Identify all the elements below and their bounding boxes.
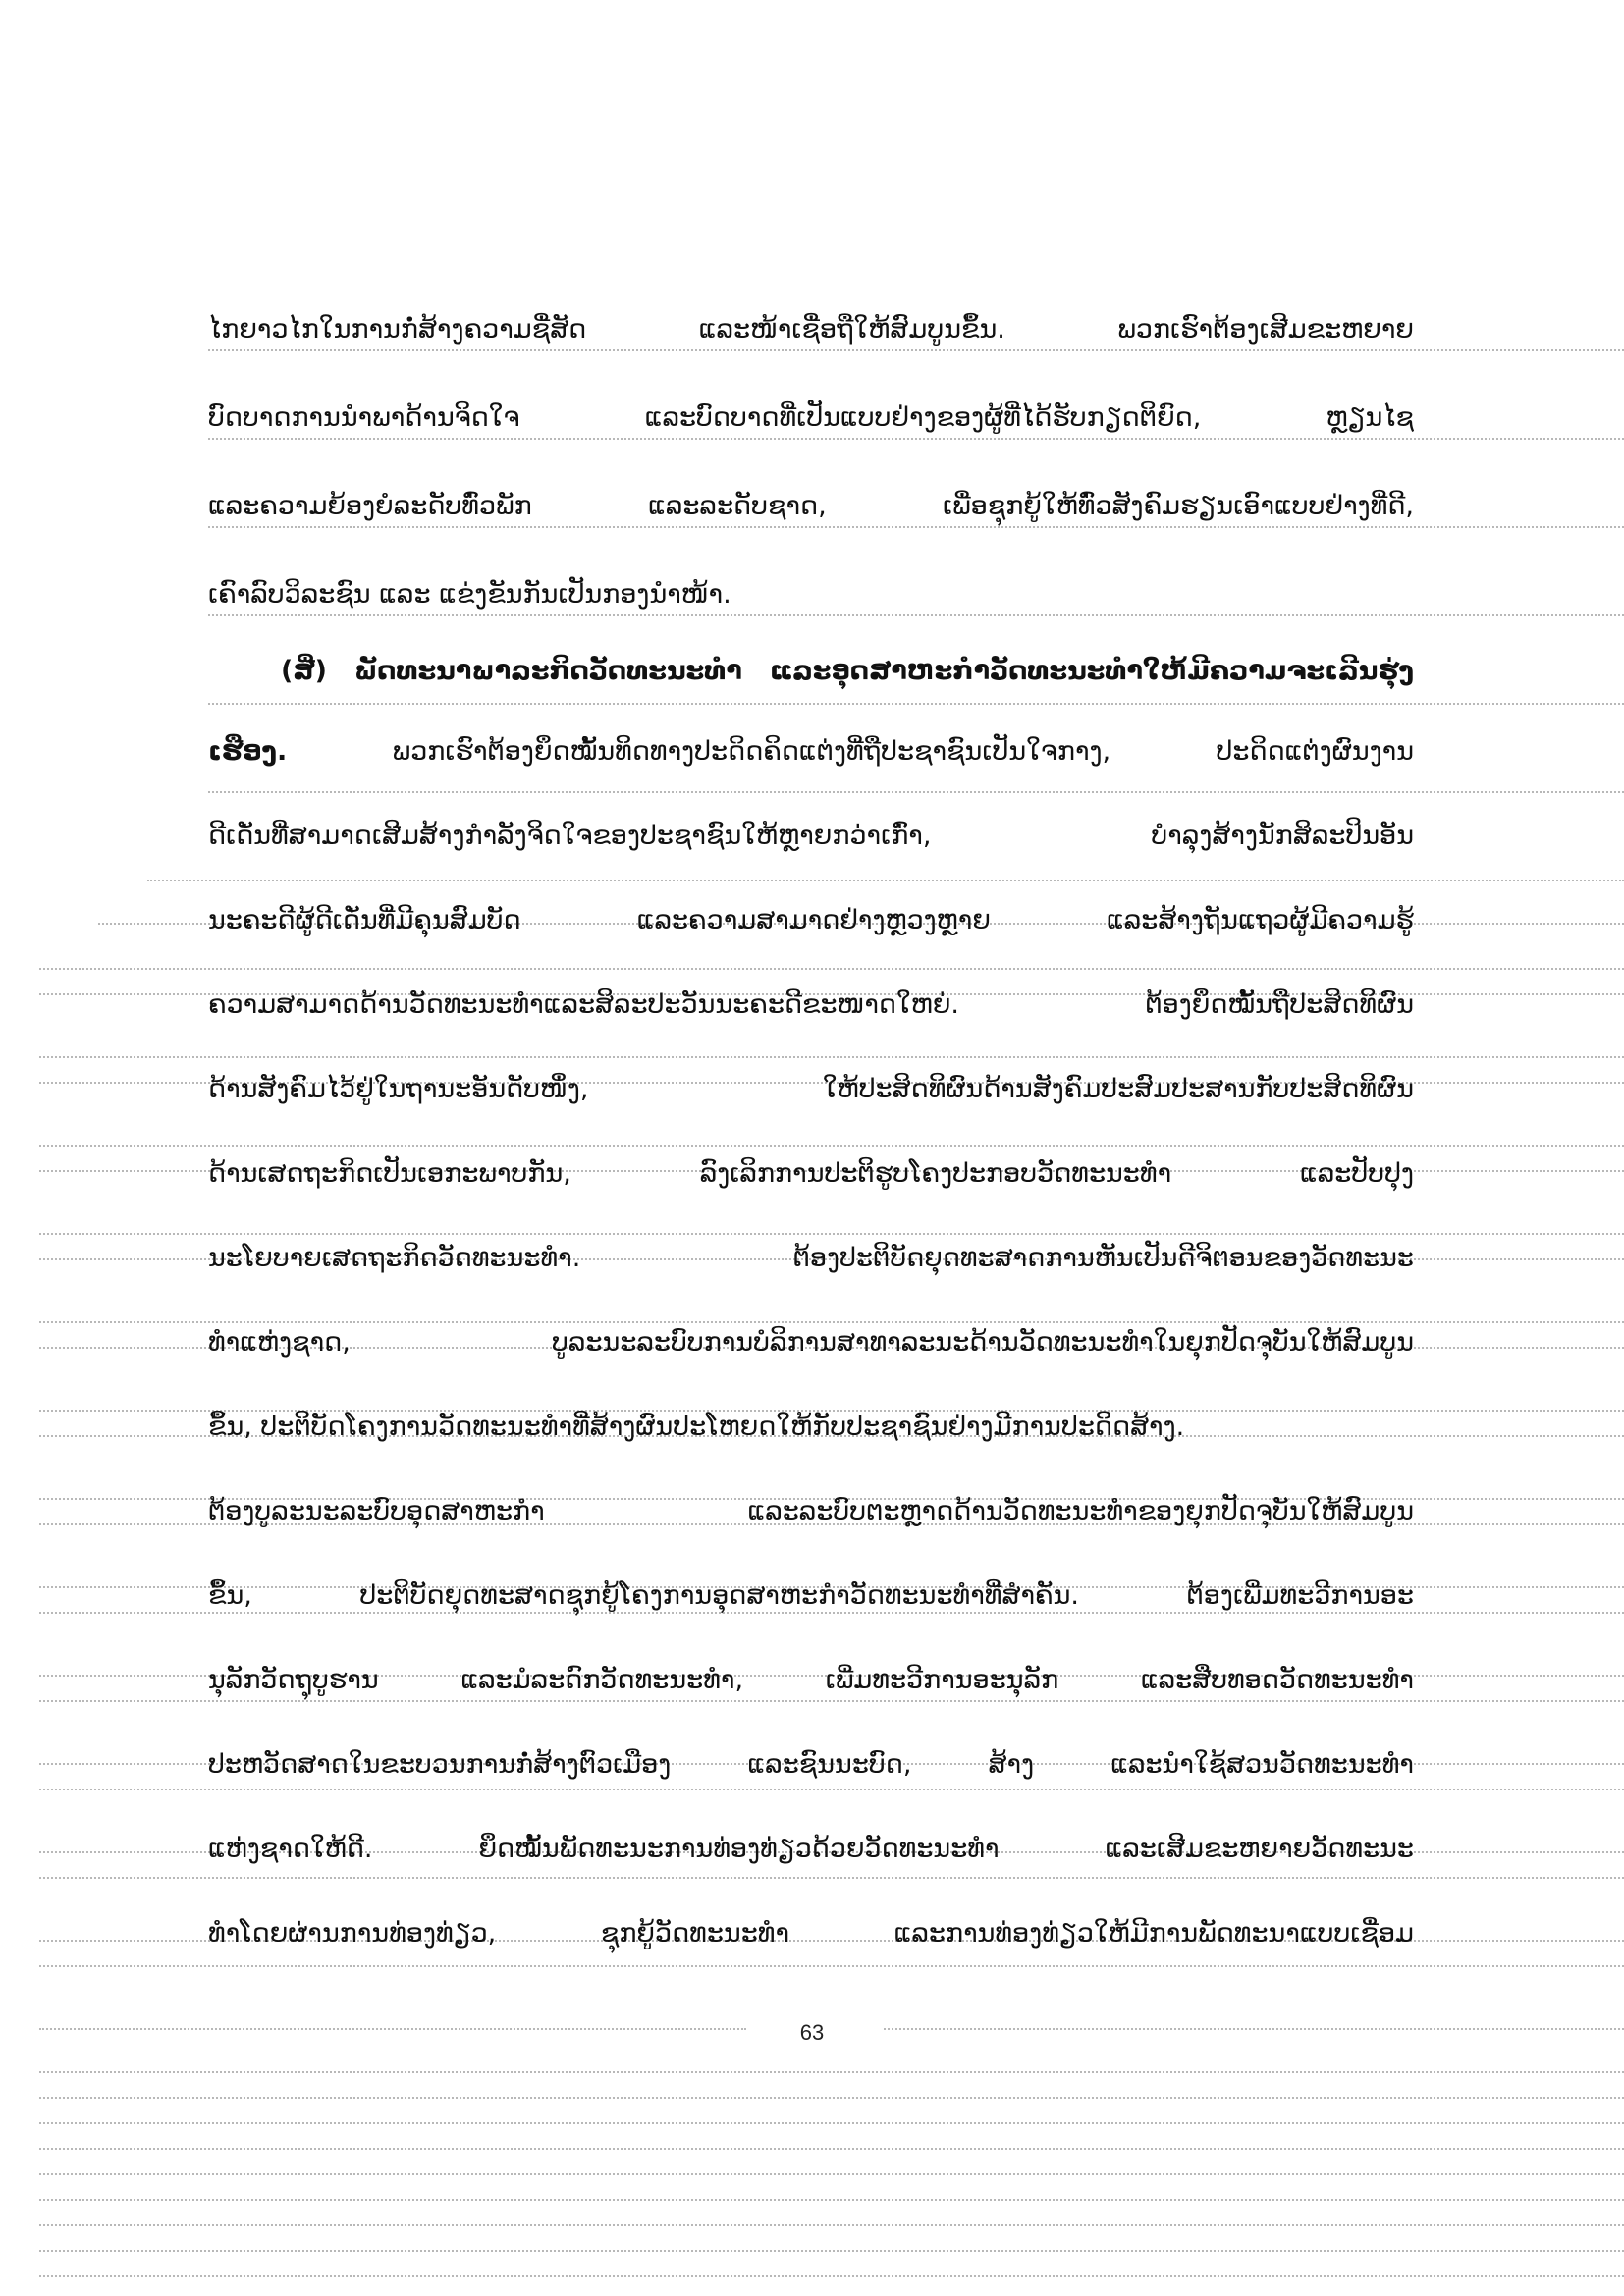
section-heading-end: ເຮືອງ. [208,736,288,767]
paragraph-line: ແລະຄວາມຍ້ອງຍໍລະດັບທົ່ວພັກ ແລະລະດັບຊາດ, ເພື່ອຊຸກຍູ້ໃຫ້ທົ່ວສັງຄົມຮຽນເອົາແບບຢ່າງທີ່ດີ, [208,491,1414,521]
paragraph-line: ຂຶ້ນ, ປະຕິບັດຍຸດທະສາດຊຸກຍູ້ໂຄງການອຸດສາຫະກຳວັດທະນະທຳທີ່ສຳຄັນ. ຕ້ອງເພີ່ມທະວີການອະ [208,1580,1414,1611]
page-number: 63 [799,2020,825,2045]
paragraph-line: ທຳແຫ່ງຊາດ, ບູລະນະລະບົບການບໍລິການສາທາລະນະດ້ານວັດທະນະທຳໃນຍຸກປັດຈຸບັນໃຫ້ສົມບູນ [208,1327,1414,1358]
paragraph-line: ດ້ານເສດຖະກິດເປັນເອກະພາບກັນ, ລົງເລິກການປະຕິຮູບໂຄງປະກອບວັດທະນະທຳ ແລະປັບປຸງ [208,1158,1414,1189]
paragraph-line: ບົດບາດການນຳພາດ້ານຈິດໃຈ ແລະບົດບາດທີ່ເປັນແບບຢ່າງຂອງຜູ້ທີ່ໄດ້ຮັບກຽດຕິຍົດ, ຫຼຽນໄຊ [208,402,1414,433]
paragraph-line: ໄກຍາວໄກໃນການກໍ່ສ້າງຄວາມຊື່ສັດ ແລະໜ້າເຊື່ອຖືໃຫ້ສົມບູນຂຶ້ນ. ພວກເຮົາຕ້ອງເສີມຂະຫຍາຍ [208,314,1414,345]
paragraph-line: ນະຄະດີຜູ້ດີເດັ່ນທີ່ມີຄຸນສົມບັດ ແລະຄວາມສາມາດຢ່າງຫຼວງຫຼາຍ ແລະສ້າງຖັນແຖວຜູ້ມີຄວາມຮູ້ [208,905,1414,935]
section-heading-continuation [208,726,1414,777]
paragraph-line: ດ້ານສັງຄົມໄວ້ຢູ່ໃນຖານະອັນດັບໜຶ່ງ, ໃຫ້ປະສິດທິຜົນດ້ານສັງຄົມປະສົມປະສານກັບປະສິດທິຜົນ [208,1074,1414,1104]
paragraph-line: ເຄົາລົບວິລະຊົນ ແລະ ແຂ່ງຂັນກັນເປັນກອງນຳໜ້າ. [208,579,731,610]
paragraph-text: ພວກເຮົາຕ້ອງຍຶດໝັ້ນທິດທາງປະດິດຄິດແຕ່ງທີ່ຖືປະຊາຊົນເປັນໃຈກາງ, ປະດິດແຕ່ງຜົນງານ [287,736,1414,767]
paragraph-line: ດີເດັ່ນທີ່ສາມາດເສີມສ້າງກຳລັງຈິດໃຈຂອງປະຊາຊົນໃຫ້ຫຼາຍກວ່າເກົ່າ, ບຳລຸງສ້າງນັກສິລະປິນອັນ [208,821,1414,851]
section-heading: (ສີ່) ພັດທະນາພາລະກິດວັດທະນະທຳ ແລະອຸດສາຫະກຳວັດທະນະທຳໃຫ້ມີຄວາມຈະເລີນຮຸ່ງ [281,656,1414,686]
paragraph-line: ນະໂຍບາຍເສດຖະກິດວັດທະນະທຳ. ຕ້ອງປະຕິບັດຍຸດທະສາດການຫັນເປັນດີຈິຕອນຂອງວັດທະນະ [208,1243,1414,1273]
paragraph-line: ແຫ່ງຊາດໃຫ້ດີ. ຍຶດໝັ້ນພັດທະນະການທ່ອງທ່ຽວດ້ວຍວັດທະນະທຳ ແລະເສີມຂະຫຍາຍວັດທະນະ [208,1834,1414,1864]
paragraph-line: ນຸລັກວັດຖຸບູຮານ ແລະມໍລະດົກວັດທະນະທຳ, ເພີ່ມທະວີການອະນຸລັກ ແລະສືບທອດວັດທະນະທຳ [208,1665,1414,1695]
paragraph-line: ຕ້ອງບູລະນະລະບົບອຸດສາຫະກຳ ແລະລະບົບຕະຫຼາດດ້ານວັດທະນະທຳຂອງຍຸກປັດຈຸບັນໃຫ້ສົມບູນ [208,1496,1414,1526]
paragraph-line: ຄວາມສາມາດດ້ານວັດທະນະທຳແລະສິລະປະວັນນະຄະດີຂະໜາດໃຫຍ່. ຕ້ອງຍຶດໝັ້ນຖືປະສິດທິຜົນ [208,989,1414,1020]
paragraph-line: ທຳໂດຍຜ່ານການທ່ອງທ່ຽວ, ຊຸກຍູ້ວັດທະນະທຳ ແລະການທ່ອງທ່ຽວໃຫ້ມີການພັດທະນາແບບເຊື່ອມ [208,1918,1414,1949]
paragraph-line: ຂຶ້ນ, ປະຕິບັດໂຄງການວັດທະນະທຳທີ່ສ້າງຜົນປະໂຫຍດໃຫ້ກັບປະຊາຊົນຢ່າງມີການປະດິດສ້າງ. [208,1412,1185,1442]
paragraph-line: ປະຫວັດສາດໃນຂະບວນການກໍ່ສ້າງຕົວເມືອງ ແລະຊົນນະບົດ, ສ້າງ ແລະນຳໃຊ້ສວນວັດທະນະທຳ [208,1749,1414,1780]
